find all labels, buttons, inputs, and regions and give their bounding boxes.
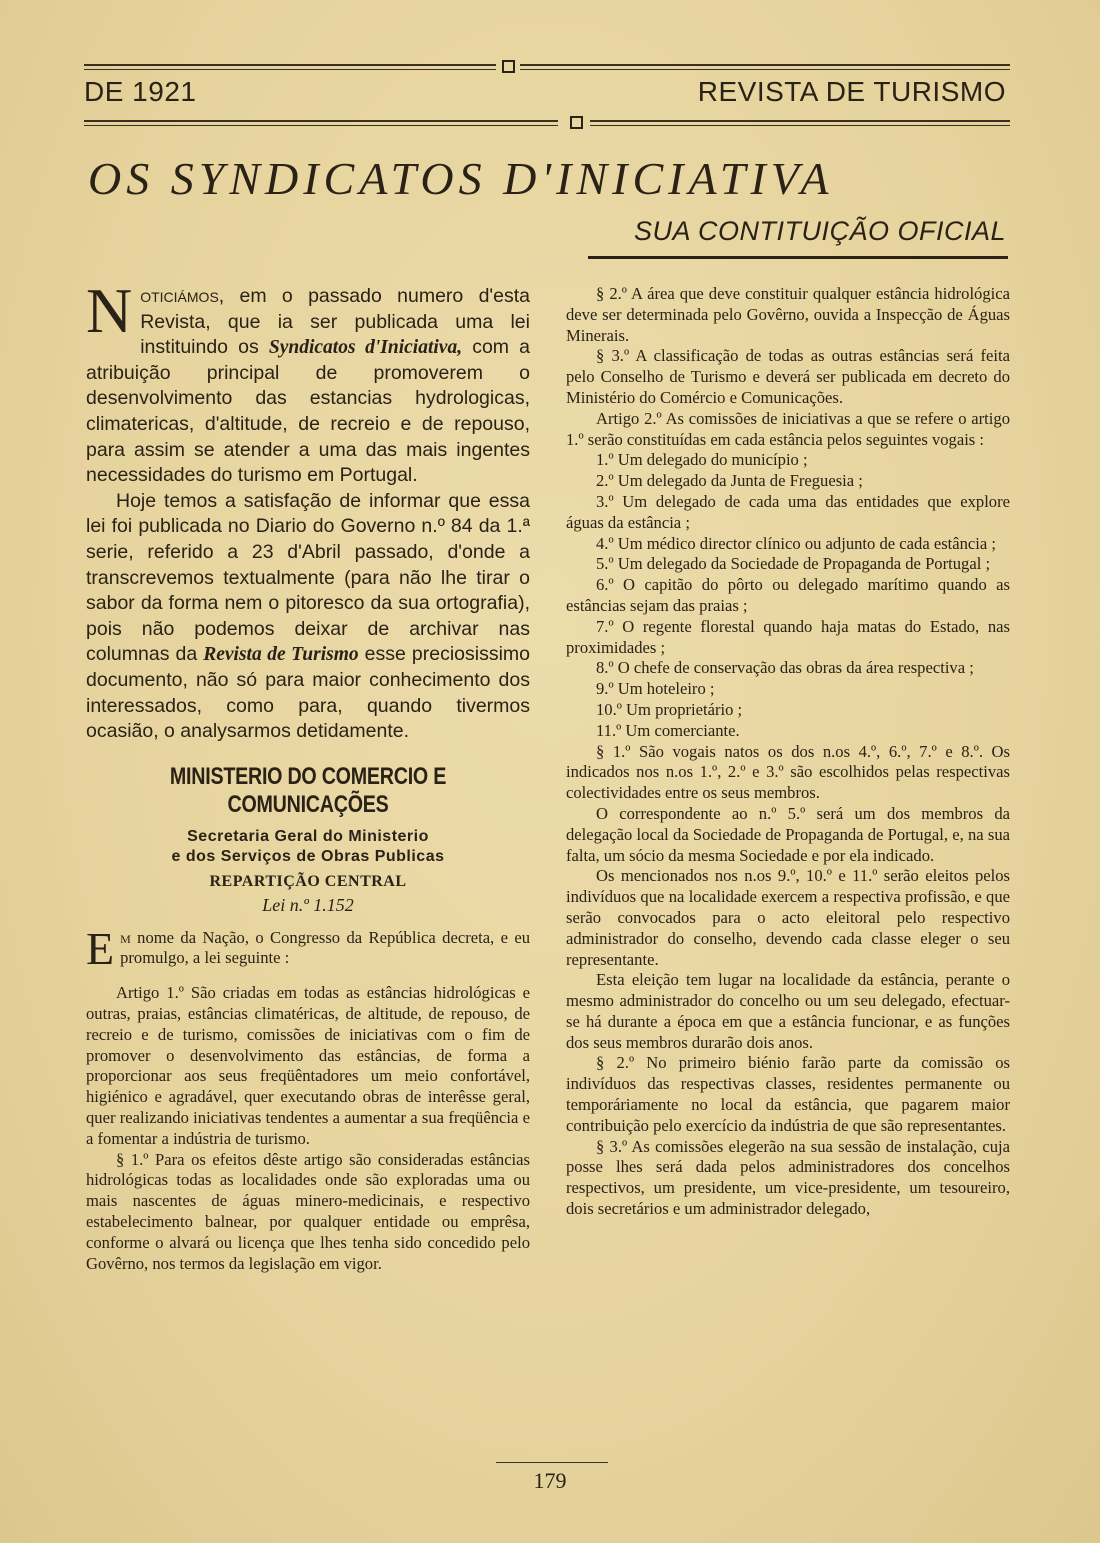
- intro-paragraph-1: Noticiámos, em o passado numero d'esta Revista, que ia ser publicada uma lei instituindo os Syndicatos d'Iniciativa, com a atribuição principal de promoverem o desenvolvimento das estancias hydrologicas, climatericas, d'altitude, de recreio e de repouso, para assim se atender a uma das mais ingentes necessidades do turismo em Portugal.: [86, 275, 530, 487]
- ministry-heading: MINISTERIO DO COMERCIO E COMUNICAÇÕES: [169, 762, 447, 818]
- header-magazine-name: REVISTA DE TURISMO: [697, 76, 1006, 107]
- law-paragraph: Os mencionados nos n.os 9.º, 10.º e 11.º serão eleitos pelos indivíduos que na localidade exercem a respectiva profissão, e que serão convocados para o acto eleitoral pelo respectivo administrador do conselho, devendo cada classe eleger o seu representante.: [566, 866, 1010, 969]
- footer-rule: [496, 1462, 608, 1463]
- law-paragraph: § 2.º A área que deve constituir qualquer estância hidrológica deve ser determinada pelo Govêrno, ouvida a Inspecção de Águas Minerais.: [566, 284, 1010, 345]
- page-number: 179: [533, 1468, 567, 1493]
- law-text-right: [566, 284, 1010, 1220]
- header-rule-bottom-left: [84, 120, 558, 126]
- law-paragraph: § 1.º Para os efeitos dêste artigo são consideradas estâncias hidrológicas todas as localidades onde são exploradas uma ou mais nascentes de águas minero-medicinais, e respectivo estabelecimento balnear, por qualquer entidade ou emprêsa, conforme o alvará ou licença que lhes tenha sido concedido pelo Govêrno, nos termos da legislação em vigor.: [86, 1149, 530, 1273]
- law-paragraph: § 3.º As comissões elegerão na sua sessão de instalação, cuja posse lhes será dada pelos administradores dos concelhos respectivos, um presidente, um vice-presidente, um tesoureiro, dois secretários e um administrador delegado,: [566, 1136, 1010, 1219]
- law-preamble: Em nome da Nação, o Congresso da República decreta, e eu promulgo, a lei seguinte :: [86, 922, 530, 974]
- header-rule-top-right: [520, 64, 1010, 70]
- law-paragraph: § 3.º A classificação de todas as outras estâncias será feita pelo Conselho de Turismo e deverá ser publicada em decreto do Ministério do Comércio e Comunicações.: [566, 346, 1010, 407]
- law-paragraph: 10.º Um proprietário ;: [596, 699, 743, 719]
- law-paragraph: § 1.º São vogais natos os dos n.os 4.º, 6.º, 7.º e 8.º. Os indicados nos n.os 1.º, 2.º e 3.º são escolhidos pelas respectivas colectividades entre os seus membros.: [566, 741, 1010, 803]
- subtitle-rule: [588, 256, 1008, 259]
- law-paragraph: 2.º Um delegado da Junta de Freguesia ;: [596, 471, 863, 491]
- ornament-square-top: [502, 60, 515, 73]
- intro-paragraph-2: Hoje temos a satisfação de informar que essa lei foi publicada no Diario do Governo n.º 84 da 1.ª serie, referido a 23 d'Abril passado, d'onde a transcrevemos textualmente (para não lhe tirar o sabor da forma nem o pitoresco da sua ortografia), pois não podemos deixar de archivar nas columnas da Revista de Turismo esse preciosissimo documento, não só para maior conhecimento dos interessados, como para, quando tivermos ocasião, o analysarmos detidamente.: [86, 489, 531, 743]
- reparticao-heading: REPARTIÇÃO CENTRAL: [209, 872, 407, 890]
- law-paragraph: Artigo 1.º São criadas em todas as estâncias hidrológicas e outras, praias, estâncias climatéricas, de altitude, de repouso, de recreio e de turismo, comissões de iniciativas com o fim de promover o desenvolvimento das estâncias, de forma a proporcionar aos seus freqüêntadores um meio confortável, higiénico e agradável, quer executando obras de interêsse geral, quer realizando iniciativas tendentes a aumentar a sua freqüência e a fomentar a indústria de turismo.: [86, 983, 530, 1148]
- law-paragraph: 3.º Um delegado de cada uma das entidades que explore águas da estância ;: [566, 491, 1010, 532]
- article-title: OS SYNDICATOS D'INICIATIVA: [88, 153, 834, 204]
- law-paragraph: 9.º Um hoteleiro ;: [596, 679, 715, 699]
- intro-text: [86, 275, 531, 745]
- law-paragraph: O correspondente ao n.º 5.º será um dos membros da delegação local da Sociedade de Propaganda de Portugal, e, na sua falta, um sócio da mesma Sociedade e por ela indicado.: [566, 803, 1010, 865]
- law-number: Lei n.º 1.152: [262, 894, 354, 915]
- secretaria-line-1: Secretaria Geral do Ministerio: [187, 827, 429, 845]
- law-paragraph: 5.º Um delegado da Sociedade de Propaganda de Portugal ;: [596, 554, 991, 574]
- law-paragraph: 1.º Um delegado do município ;: [596, 450, 808, 470]
- header-rule-top-left: [84, 64, 496, 70]
- header-rule-bottom-right: [590, 120, 1010, 126]
- law-paragraph: § 2.º No primeiro biénio farão parte da comissão os indivíduos das respectivas classes, residentes permanente ou temporáriamente no local da estância, que pagarem maior contribuição pelo exercício da indústria de que são representantes.: [566, 1053, 1010, 1135]
- law-paragraph: Artigo 2.º As comissões de iniciativas a que se refere o artigo 1.º serão constituídas em cada estância pelos seguintes vogais :: [566, 408, 1010, 449]
- right-column: [566, 284, 1010, 1220]
- law-text-left: [86, 922, 530, 1275]
- law-paragraph: 11.º Um comerciante.: [596, 720, 740, 740]
- law-paragraph: 8.º O chefe de conservação das obras da área respectiva ;: [596, 658, 974, 678]
- law-paragraph: Esta eleição tem lugar na localidade da estância, perante o mesmo administrador do concelho ou um seu delegado, efectuar-se há durante a época em que a estância funcionar, e as funções dos seus membros durarão dois anos.: [566, 970, 1010, 1052]
- law-paragraph: 7.º O regente florestal quando haja matas do Estado, nas proximidades ;: [566, 616, 1010, 657]
- header-date: DE 1921: [84, 76, 197, 107]
- ornament-square-bottom: [570, 116, 583, 129]
- law-paragraph: 4.º Um médico director clínico ou adjunto de cada estância ;: [596, 533, 997, 553]
- drop-cap: N: [86, 275, 133, 346]
- law-drop-cap: E: [86, 922, 115, 974]
- article-subtitle: SUA CONTITUIÇÃO OFICIAL: [633, 216, 1006, 246]
- secretaria-line-2: e dos Serviços de Obras Publicas: [171, 847, 445, 865]
- left-column: [86, 275, 531, 1274]
- law-paragraph: 6.º O capitão do pôrto ou delegado marítimo quando as estâncias sejam das praias ;: [566, 575, 1010, 615]
